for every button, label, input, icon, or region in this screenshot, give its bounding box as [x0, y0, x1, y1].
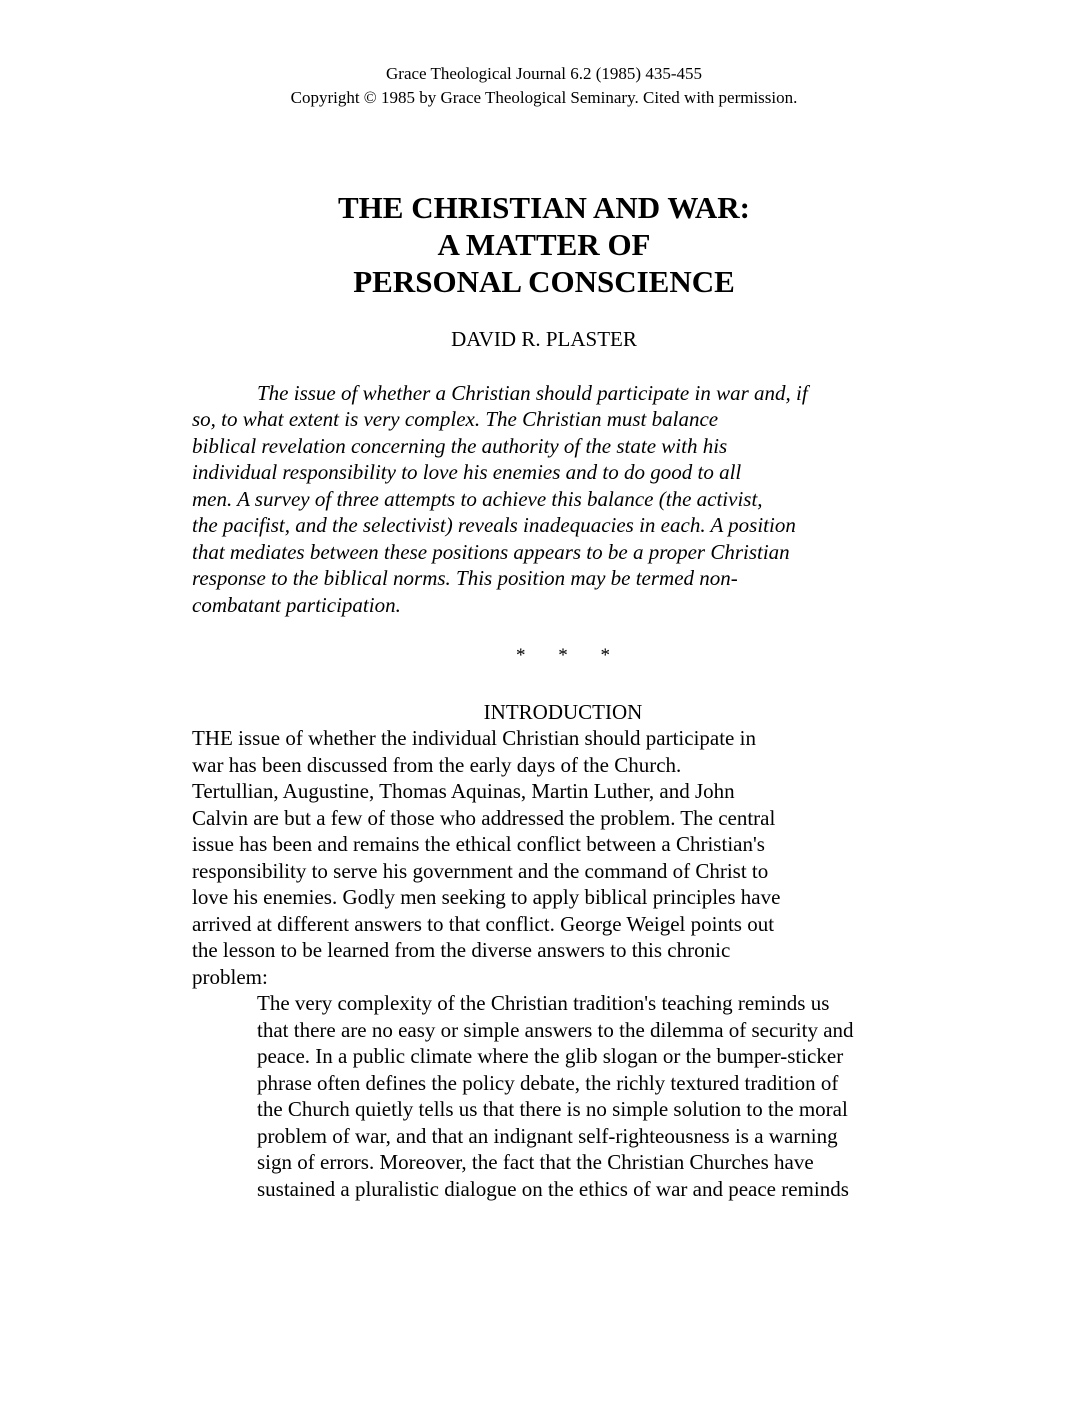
journal-citation: Grace Theological Journal 6.2 (1985) 435-455 [386, 64, 702, 83]
abstract-line: the pacifist, and the selectivist) reveals inadequacies in each. A position [192, 513, 796, 537]
article-title-line-3: PERSONAL CONSCIENCE [353, 264, 735, 299]
paragraph-line: issue has been and remains the ethical conflict between a Christian's [192, 832, 765, 856]
paragraph-line: war has been discussed from the early days of the Church. [192, 753, 682, 777]
quote-line: that there are no easy or simple answers to the dilemma of security and [257, 1018, 854, 1042]
section-separator [516, 645, 610, 667]
article-title-line-1: THE CHRISTIAN AND WAR: [338, 190, 750, 225]
paragraph-line: Calvin are but a few of those who addressed the problem. The central [192, 806, 776, 830]
abstract-line: response to the biblical norms. This position may be termed non- [192, 566, 738, 590]
quote-line: sign of errors. Moreover, the fact that the Christian Churches have [257, 1150, 814, 1174]
separator-asterisk: * [516, 645, 526, 666]
copyright-notice: Copyright © 1985 by Grace Theological Seminary. Cited with permission. [290, 88, 798, 107]
separator-asterisk: * [600, 645, 610, 666]
quote-line: peace. In a public climate where the glib slogan or the bumper-sticker [257, 1044, 844, 1068]
abstract-line: biblical revelation concerning the authority of the state with his [192, 434, 728, 458]
abstract-line: individual responsibility to love his enemies and to do good to all [192, 460, 742, 484]
paragraph-line: the lesson to be learned from the diverse answers to this chronic [192, 938, 731, 962]
section-heading-introduction: INTRODUCTION [483, 700, 643, 724]
abstract-line: The issue of whether a Christian should participate in war and, if [257, 381, 808, 405]
article-title-line-2: A MATTER OF [437, 227, 651, 262]
paragraph-line: arrived at different answers to that conflict. George Weigel points out [192, 912, 775, 936]
abstract-line: men. A survey of three attempts to achieve this balance (the activist, [192, 487, 763, 511]
paragraph-line: Tertullian, Augustine, Thomas Aquinas, Martin Luther, and John [192, 779, 735, 803]
abstract-line: so, to what extent is very complex. The Christian must balance [192, 407, 719, 431]
abstract-line: combatant participation. [192, 593, 401, 617]
quote-line: The very complexity of the Christian tradition's teaching reminds us [257, 991, 830, 1015]
quote-line: phrase often defines the policy debate, the richly textured tradition of [257, 1071, 839, 1095]
paragraph-line: problem: [192, 965, 268, 989]
paragraph-line: love his enemies. Godly men seeking to apply biblical principles have [192, 885, 781, 909]
abstract-line: that mediates between these positions appears to be a proper Christian [192, 540, 790, 564]
quote-line: problem of war, and that an indignant self-righteousness is a warning [257, 1124, 838, 1148]
separator-asterisk: * [558, 645, 568, 666]
quote-line: the Church quietly tells us that there is no simple solution to the moral [257, 1097, 848, 1121]
author-name: DAVID R. PLASTER [451, 327, 637, 351]
paragraph-line: responsibility to serve his government and the command of Christ to [192, 859, 769, 883]
quote-line: sustained a pluralistic dialogue on the ethics of war and peace reminds [257, 1177, 849, 1201]
paragraph-line: THE issue of whether the individual Christian should participate in [192, 726, 756, 750]
